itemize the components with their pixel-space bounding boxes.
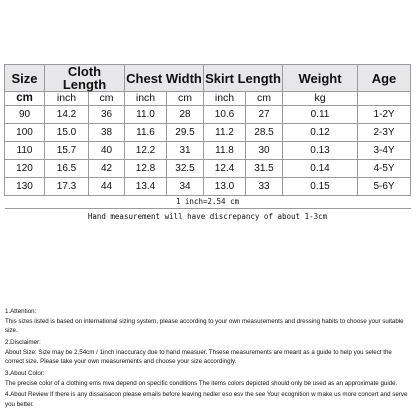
table-row [5, 178, 411, 196]
table-cell: 0.14 [283, 160, 358, 178]
table-cell: 5-6Y [358, 178, 411, 196]
note-text: 4.About Review If there is any dissaisacon please emails before leaving nedler eso esv the see Your ecognition w make us more concert and serve you better. [5, 391, 408, 409]
header-chest-width: Chest Width [125, 65, 204, 92]
note-review [5, 390, 411, 409]
header-row [5, 65, 411, 92]
note-attention [5, 307, 411, 336]
size-chart-table [4, 64, 411, 225]
table-cell: 0.11 [283, 106, 358, 124]
unit-cell: cm [89, 92, 125, 106]
note-color [5, 369, 411, 388]
table-cell: 120 [5, 160, 45, 178]
table-cell: 11.6 [125, 124, 167, 142]
unit-cell: cm [167, 92, 204, 106]
table-cell: 11.2 [204, 124, 246, 142]
table-cell: 2-3Y [358, 124, 411, 142]
table-row [5, 124, 411, 142]
table-cell: 16.5 [45, 160, 89, 178]
table-cell: 28.5 [246, 124, 283, 142]
conversion-row [5, 196, 411, 209]
table-cell: 13.0 [204, 178, 246, 196]
header-age: Age [358, 65, 411, 92]
header-weight: Weight [283, 65, 358, 92]
header-skirt-length: Skirt Length [204, 65, 283, 92]
notes-section [5, 307, 411, 412]
table-cell: 11.8 [204, 142, 246, 160]
table-cell: 17.3 [45, 178, 89, 196]
table-cell: 10.6 [204, 106, 246, 124]
table-cell: 33 [246, 178, 283, 196]
table-cell: 12.2 [125, 142, 167, 160]
table-cell: 12.4 [204, 160, 246, 178]
unit-cell [358, 92, 411, 106]
table-cell: 27 [246, 106, 283, 124]
table-cell: 15.0 [45, 124, 89, 142]
table-cell: 34 [167, 178, 204, 196]
table-cell: 29.5 [167, 124, 204, 142]
table-cell: 32.5 [167, 160, 204, 178]
note-title: 2.Disclaimer: [5, 339, 41, 347]
note-text: About Size: Size may be 2.54cm / 1inch inaccuracy due to hand measuer. Thsese measurements are meant as a guide to help you select the correct size. Please take your own measurements and choose your size accordingly. [5, 348, 392, 366]
table-cell: 14.2 [45, 106, 89, 124]
unit-cell: inch [125, 92, 167, 106]
table-cell: 0.15 [283, 178, 358, 196]
table-cell: 4-5Y [358, 160, 411, 178]
table-row [5, 142, 411, 160]
note-disclaimer [5, 338, 411, 367]
table-cell: 42 [89, 160, 125, 178]
table-cell: 36 [89, 106, 125, 124]
table-row [5, 160, 411, 178]
table-cell: 100 [5, 124, 45, 142]
unit-cell: inch [45, 92, 89, 106]
note-title: 1.Attention: [5, 308, 37, 315]
header-cloth-length: Cloth Length [45, 65, 125, 92]
note-title: 3.About Color: [5, 370, 45, 378]
table-cell: 13.4 [125, 178, 167, 196]
note-text: This sizes listed is based on international sizing system, please according to your own measurements and dressing habits to choose your suitable size. [5, 317, 404, 335]
table-cell: 30 [246, 142, 283, 160]
measurement-row [5, 209, 411, 226]
table-cell: 11.0 [125, 106, 167, 124]
unit-cell: cm [5, 92, 45, 106]
table-cell: 44 [89, 178, 125, 196]
note-text: The precise color of a clothing ems mva depend on specific conditions The items colors depicted should only be used as an approximate guide. [5, 379, 398, 387]
unit-cell: cm [246, 92, 283, 106]
table-cell: 110 [5, 142, 45, 160]
table-cell: 38 [89, 124, 125, 142]
table-cell: 31.5 [246, 160, 283, 178]
unit-cell: kg [283, 92, 358, 106]
units-row [5, 92, 411, 106]
unit-cell: inch [204, 92, 246, 106]
table-cell: 0.13 [283, 142, 358, 160]
conversion-note: 1 inch=2.54 cm [175, 197, 240, 207]
table-cell: 15.7 [45, 142, 89, 160]
table-cell: 28 [167, 106, 204, 124]
header-size: Size [5, 65, 45, 92]
table-cell: 1-2Y [358, 106, 411, 124]
table-cell: 31 [167, 142, 204, 160]
table-cell: 40 [89, 142, 125, 160]
measurement-note: Hand measurement will have discrepancy of about 1-3cm [5, 209, 411, 226]
table-cell: 130 [5, 178, 45, 196]
table-cell: 90 [5, 106, 45, 124]
table-cell: 0.12 [283, 124, 358, 142]
table-row [5, 106, 411, 124]
table-cell: 12.8 [125, 160, 167, 178]
table-cell: 3-4Y [358, 142, 411, 160]
